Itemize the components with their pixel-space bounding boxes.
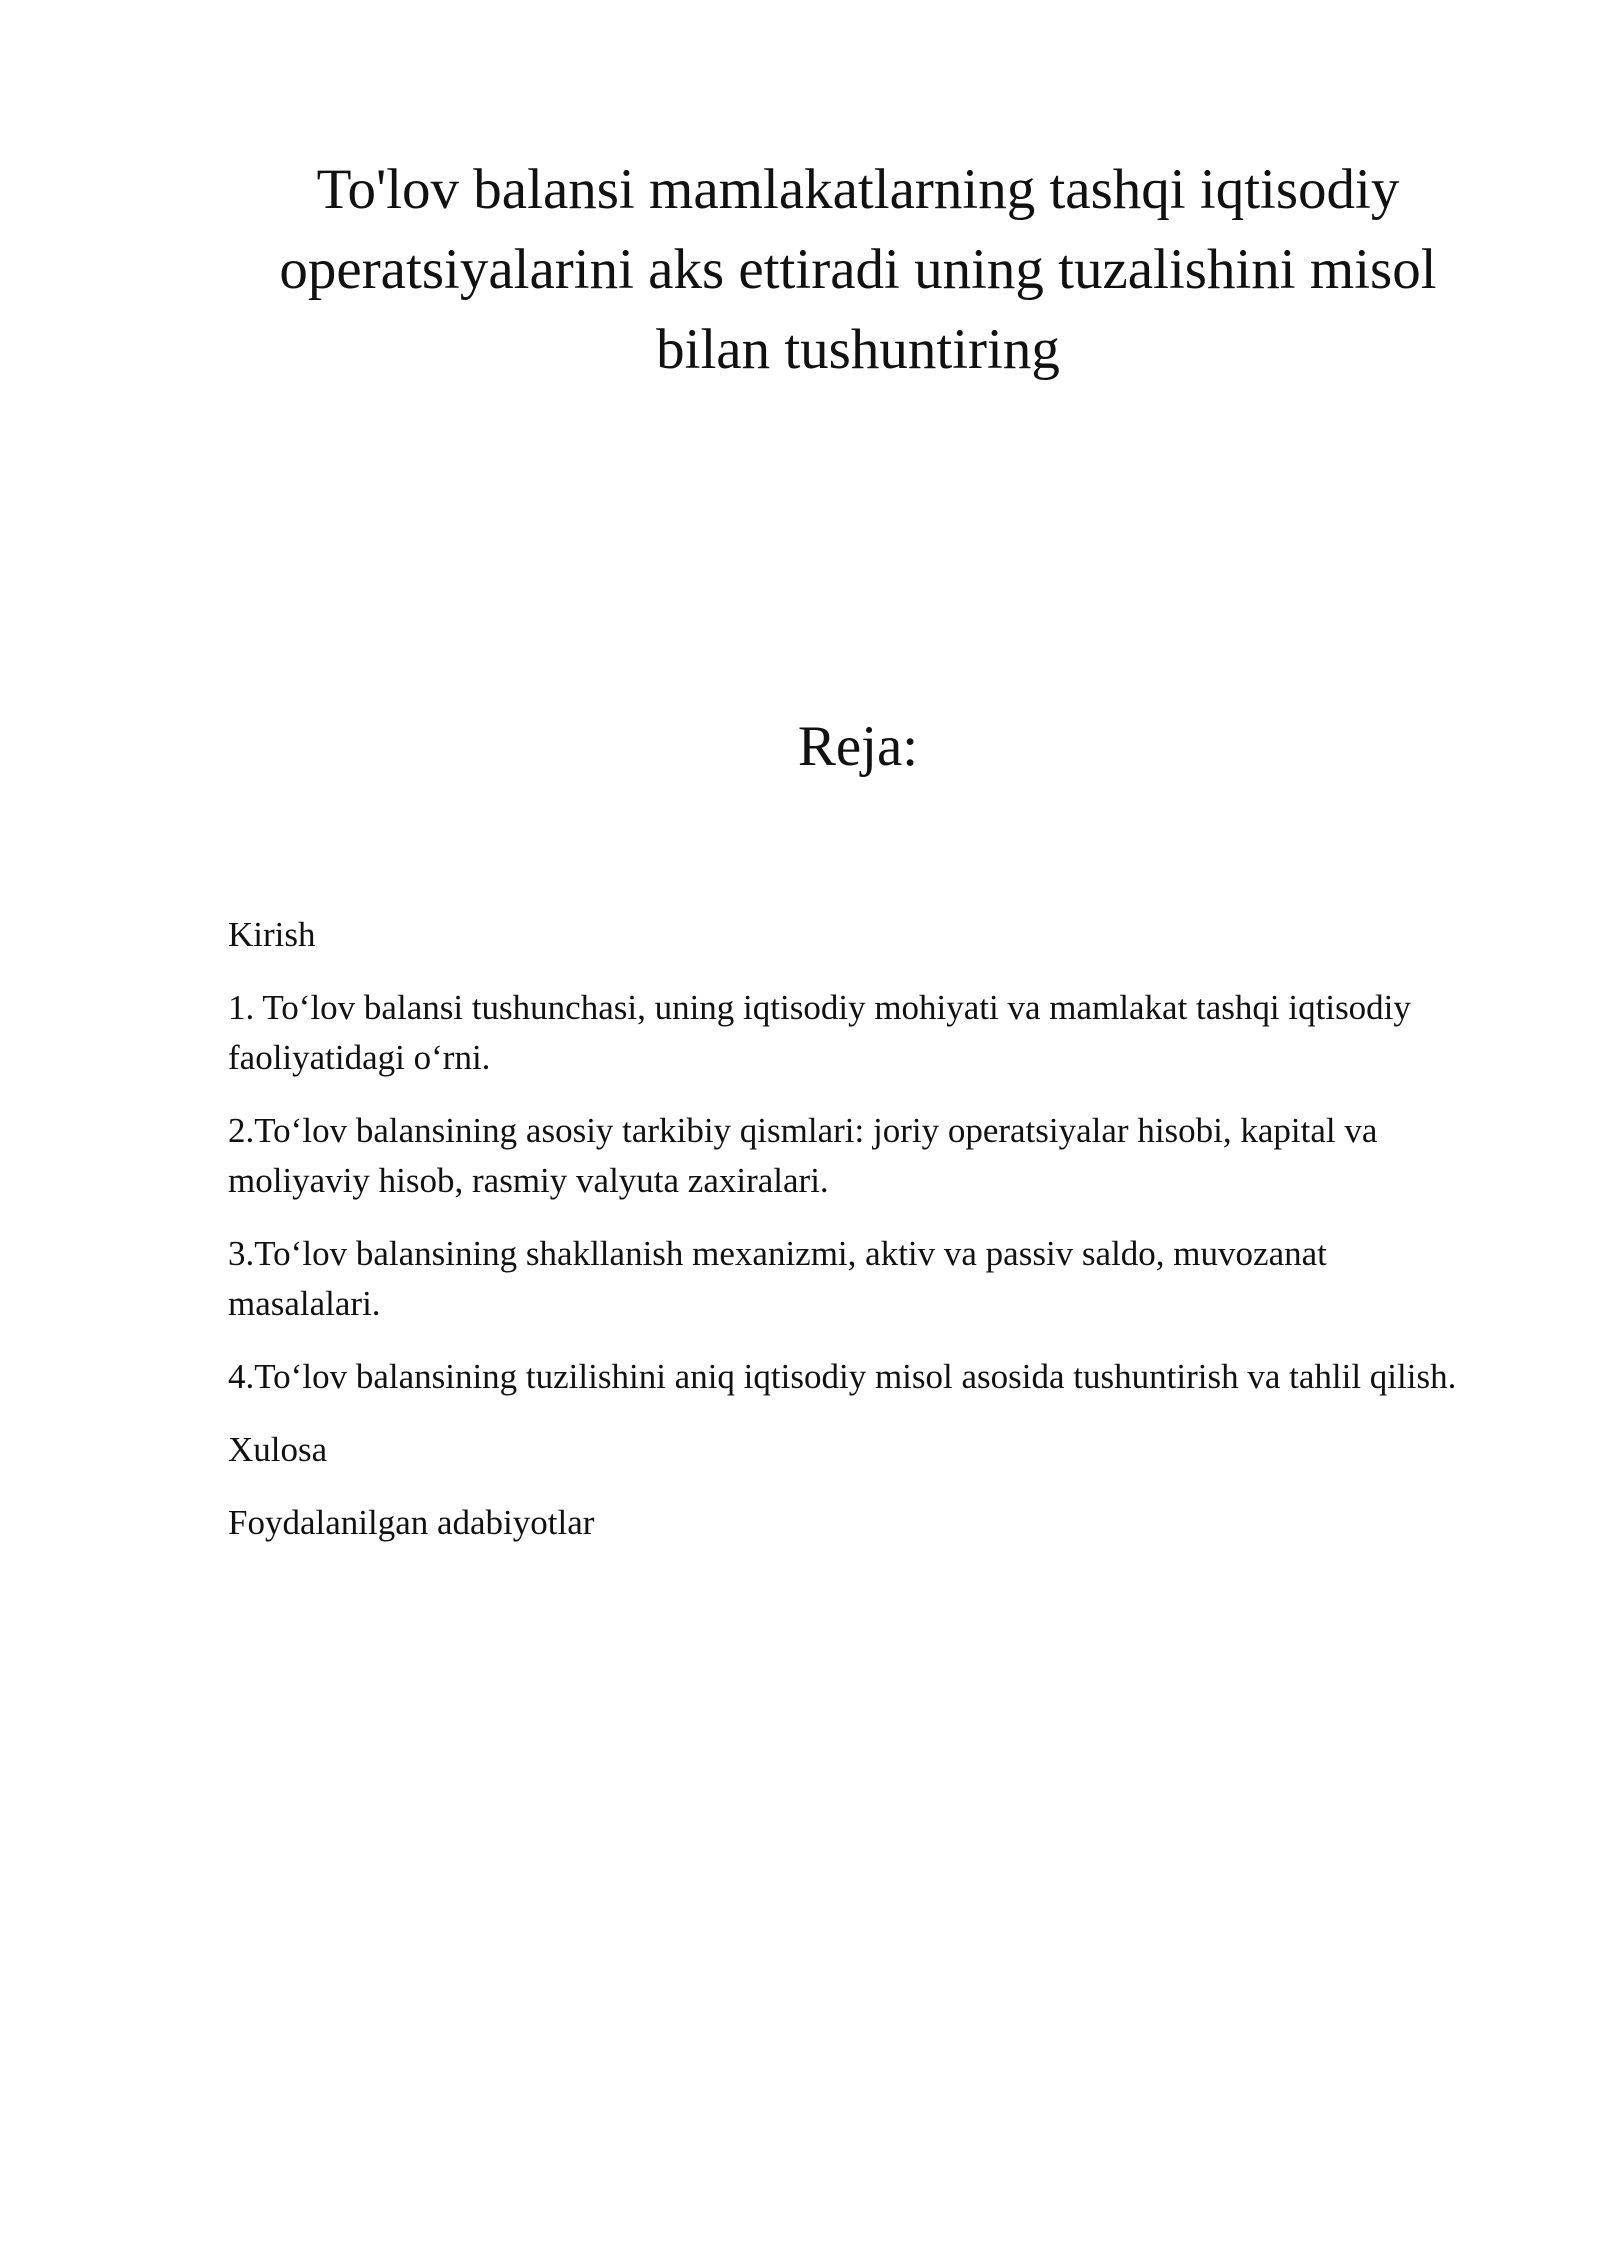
plan-item-4: 4.To‘lov balansining tuzilishini aniq iqtisodiy misol asosida tushuntirish va tahlil qilish. xyxy=(228,1357,1457,1396)
plan-item-2: 2.To‘lov balansining asosiy tarkibiy qismlari: joriy operatsiyalar hisobi, kapital va moliyaviy hisob, rasmiy valyuta zaxiralari. xyxy=(228,1111,1378,1200)
plan-item-references: Foydalanilgan adabiyotlar xyxy=(228,1503,595,1542)
plan-list xyxy=(228,910,1478,1571)
plan-item-conclusion: Xulosa xyxy=(228,1430,328,1469)
plan-item-3: 3.To‘lov balansining shakllanish mexanizmi, aktiv va passiv saldo, muvozanat masalalari. xyxy=(228,1234,1327,1323)
plan-item-intro: Kirish xyxy=(228,915,316,954)
plan-item-1: 1. To‘lov balansi tushunchasi, uning iqtisodiy mohiyati va mamlakat tashqi iqtisodiy faoliyatidagi o‘rni. xyxy=(228,988,1411,1077)
document-title: To'lov balansi mamlakatlarning tashqi iqtisodiy operatsiyalarini aks ettiradi uning tuzalishini misol bilan tushuntiring xyxy=(279,158,1437,381)
plan-heading: Reja: xyxy=(797,715,919,778)
